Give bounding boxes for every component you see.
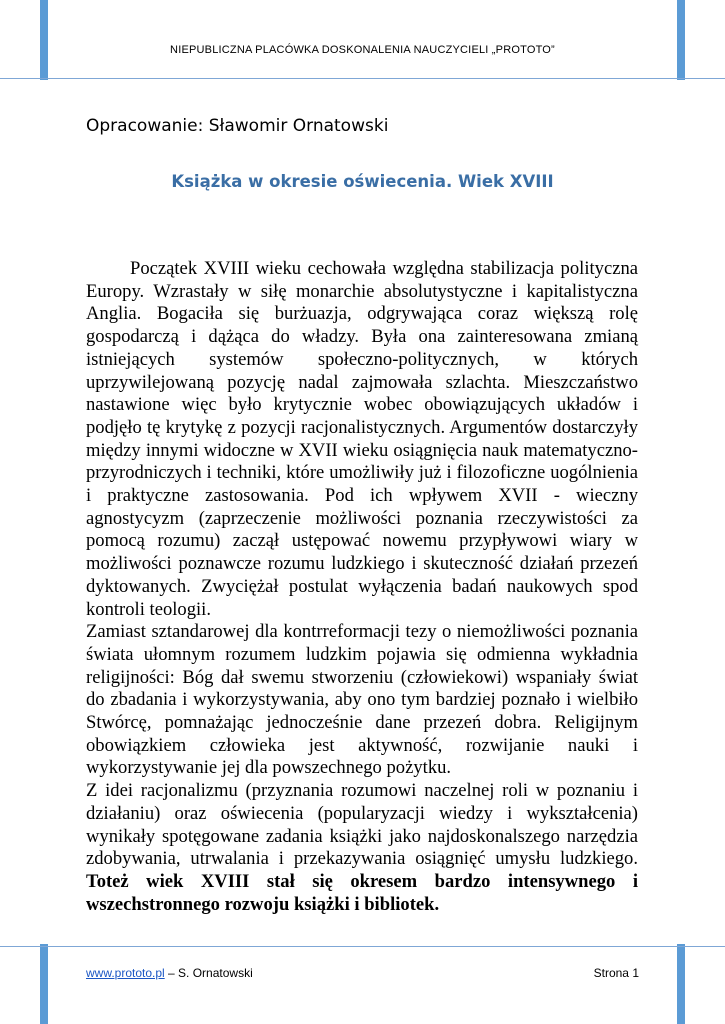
document-title: Książka w okresie oświecenia. Wiek XVIII: [171, 172, 554, 191]
page-number: Strona 1: [593, 966, 639, 980]
author-line: Opracowanie: Sławomir Ornatowski: [86, 116, 389, 136]
paragraph-3: [86, 780, 638, 916]
left-bottom-bar: [40, 944, 48, 1024]
footer-author: – S. Ornatowski: [164, 966, 253, 980]
paragraph-2: Zamiast sztandarowej dla kontrreformacji tezy o niemożliwości poznania świata ułomnym rozumem ludzkim pojawia się odmienna wykładnia religijności: Bóg dał swemu stworzeniu (człowiekowi) wspaniały świat do zbadania i wykorzystywania, aby ono tym bardziej poznało i wielbiło Stwórcę, pomnażając jednocześnie dane przezeń dobra. Religijnym obowiązkiem człowieka jest aktywność, rozwijanie nauki i wykorzystywanie jej dla powszechnego pożytku.: [86, 621, 638, 779]
paragraph-3-bold: Toteż wiek XVIII stał się okresem bardzo intensywnego i wszechstronnego rozwoju książki i bibliotek.: [86, 870, 638, 915]
website-link[interactable]: www.prototo.pl: [86, 966, 165, 980]
footer-left: [86, 966, 253, 980]
right-top-bar: [677, 0, 685, 80]
paragraph-3-text: Z idei racjonalizmu (przyznania rozumowi naczelnej roli w poznaniu i działaniu) oraz oświecenia (popularyzacji wiedzy i wykształcenia) wynikały spotęgowane zadania książki jako najdoskonalszego narzędzia zdobywania, utrwalania i przekazywania osiągnięć umysłu ludzkiego.: [86, 780, 638, 870]
paragraph-1: Początek XVIII wieku cechowała względna stabilizacja polityczna Europy. Wzrastały w siłę monarchie absolutystyczne i kapitalistyczna Anglia. Bogaciła się burżuazja, odgrywająca coraz większą rolę gospodarczą i dążąca do władzy. Była ona zainteresowana zmianą istniejących systemów społeczno-politycznych, w których uprzywilejowaną pozycję nadal zajmowała szlachta. Mieszczaństwo nastawione więc było krytycznie wobec obowiązujących układów i podjęło tę krytykę z pozycji racjonalistycznych. Argumentów dostarczyły między innymi widoczne w XVII wieku osiągnięcia nauk matematyczno-przyrodniczych i techniki, które umożliwiły już i filozoficzne uogólnienia i praktyczne zastosowania. Pod ich wpływem XVII - wieczny agnostycyzm (zaprzeczenie możliwości poznania rzeczywistości za pomocą rozumu) zaczął ustępować nowemu przypływowi wiary w możliwości poznawcze rozumu ludzkiego i skuteczność działań przezeń dyktowanych. Zwyciężał postulat wyłączenia badań naukowych spod kontroli teologii.: [86, 258, 638, 620]
document-body: [86, 258, 638, 916]
header-divider: [0, 78, 725, 79]
left-top-bar: [40, 0, 48, 80]
page-header: NIEPUBLICZNA PLACÓWKA DOSKONALENIA NAUCZYCIELI „PROTOTO”: [170, 44, 555, 56]
footer-divider: [0, 946, 725, 947]
right-bottom-bar: [677, 944, 685, 1024]
